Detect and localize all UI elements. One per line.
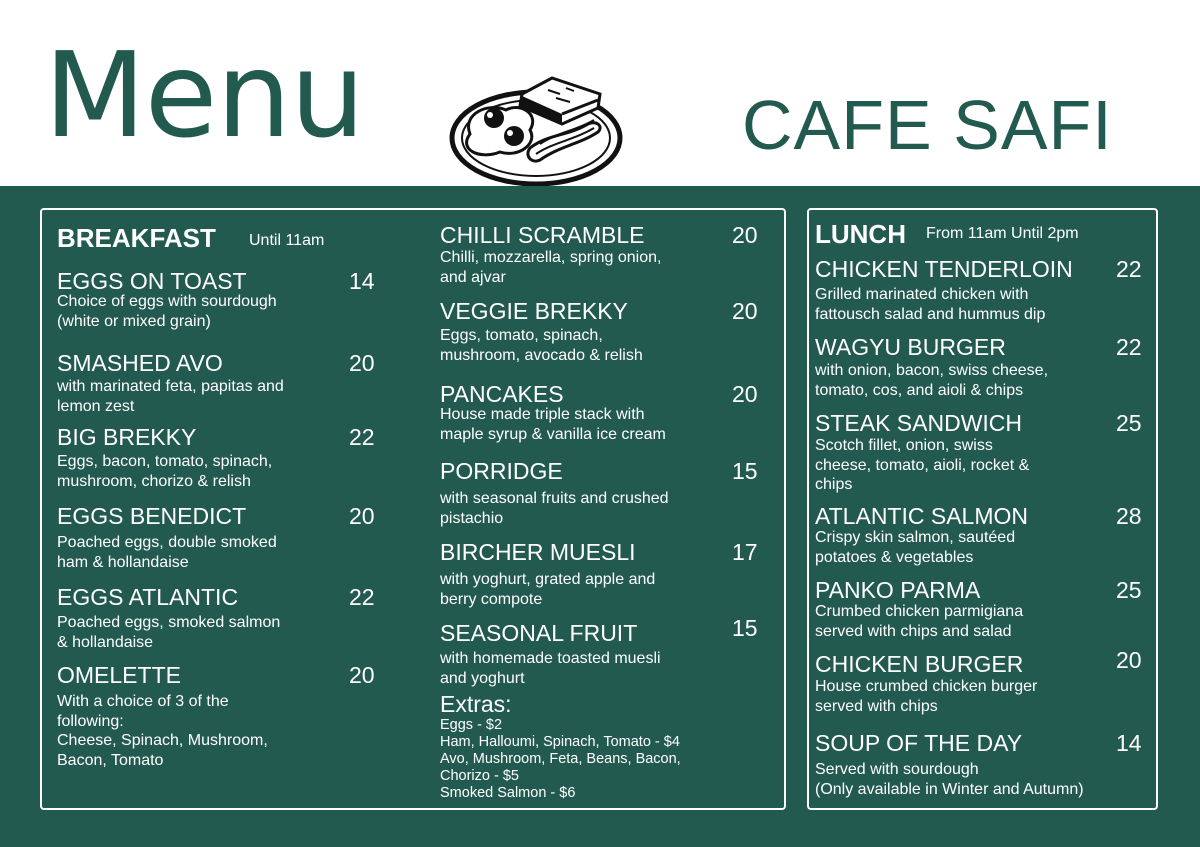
item-price: 14 xyxy=(1116,730,1142,756)
extras-title: Extras: xyxy=(440,691,512,717)
item-description: Eggs, tomato, spinach, mushroom, avocado & relish xyxy=(440,327,643,364)
item-name: PORRIDGE xyxy=(440,458,563,484)
item-name: SEASONAL FRUIT xyxy=(440,620,638,646)
item-price: 25 xyxy=(1116,410,1142,436)
menu-title: Menu xyxy=(44,26,364,164)
item-name: ATLANTIC SALMON xyxy=(815,503,1028,529)
item-name: SMASHED AVO xyxy=(57,350,223,376)
item-description: House made triple stack with maple syrup & vanilla ice cream xyxy=(440,406,666,443)
item-description: with yoghurt, grated apple and berry compote xyxy=(440,571,656,608)
item-name: OMELETTE xyxy=(57,662,181,688)
item-price: 20 xyxy=(349,662,375,688)
item-price: 14 xyxy=(349,268,375,294)
item-name: BIG BREKKY xyxy=(57,424,197,450)
item-description: Grilled marinated chicken with fattousch salad and hummus dip xyxy=(815,286,1046,323)
item-description: Poached eggs, double smoked ham & hollandaise xyxy=(57,534,277,571)
item-description: With a choice of 3 of the following: Cheese, Spinach, Mushroom, Bacon, Tomato xyxy=(57,693,268,769)
item-price: 20 xyxy=(349,503,375,529)
cafe-name: CAFE SAFI xyxy=(742,86,1113,164)
extras-line: Avo, Mushroom, Feta, Beans, Bacon, xyxy=(440,751,681,767)
item-description: with marinated feta, papitas and lemon zest xyxy=(57,378,284,415)
menu-header xyxy=(0,0,1200,186)
item-name: CHICKEN BURGER xyxy=(815,651,1024,677)
item-name: PANCAKES xyxy=(440,381,564,407)
extras-line: Eggs - $2 xyxy=(440,717,503,733)
item-price: 22 xyxy=(349,584,375,610)
breakfast-plate-icon xyxy=(448,74,624,188)
item-name: EGGS BENEDICT xyxy=(57,503,247,529)
item-price: 20 xyxy=(732,222,758,248)
item-name: EGGS ON TOAST xyxy=(57,268,247,294)
item-price: 15 xyxy=(732,458,758,484)
item-price: 20 xyxy=(732,298,758,324)
item-description: Crumbed chicken parmigiana served with chips and salad xyxy=(815,603,1024,640)
item-description: Scotch fillet, onion, swiss cheese, tomato, aioli, rocket & chips xyxy=(815,437,1030,493)
item-description: House crumbed chicken burger served with chips xyxy=(815,678,1038,715)
item-description: Eggs, bacon, tomato, spinach, mushroom, chorizo & relish xyxy=(57,453,273,490)
item-name: VEGGIE BREKKY xyxy=(440,298,628,324)
item-price: 25 xyxy=(1116,577,1142,603)
item-description: with seasonal fruits and crushed pistachio xyxy=(440,490,669,527)
extras-line: Smoked Salmon - $6 xyxy=(440,785,576,801)
item-name: BIRCHER MUESLI xyxy=(440,539,636,565)
extras-line: Chorizo - $5 xyxy=(440,768,519,784)
item-price: 22 xyxy=(1116,334,1142,360)
lunch-hours: From 11am Until 2pm xyxy=(926,225,1079,242)
item-price: 22 xyxy=(349,424,375,450)
item-description: Crispy skin salmon, sautéed potatoes & vegetables xyxy=(815,529,1016,566)
item-price: 20 xyxy=(349,350,375,376)
item-name: SOUP OF THE DAY xyxy=(815,730,1023,756)
item-description: with homemade toasted muesli and yoghurt xyxy=(440,650,661,687)
item-name: WAGYU BURGER xyxy=(815,334,1006,360)
item-price: 15 xyxy=(732,615,758,641)
item-name: EGGS ATLANTIC xyxy=(57,584,239,610)
item-price: 20 xyxy=(1116,647,1142,673)
item-name: STEAK SANDWICH xyxy=(815,410,1023,436)
item-description: Chilli, mozzarella, spring onion, and ajvar xyxy=(440,249,662,286)
extras-line: Ham, Halloumi, Spinach, Tomato - $4 xyxy=(440,734,680,750)
item-price: 20 xyxy=(732,381,758,407)
item-description: Choice of eggs with sourdough (white or mixed grain) xyxy=(57,293,277,330)
item-name: CHILLI SCRAMBLE xyxy=(440,222,645,248)
item-price: 22 xyxy=(1116,256,1142,282)
item-name: CHICKEN TENDERLOIN xyxy=(815,256,1073,282)
breakfast-title: BREAKFAST xyxy=(57,223,216,253)
breakfast-hours: Until 11am xyxy=(249,232,325,249)
lunch-title: LUNCH xyxy=(815,219,906,249)
item-name: PANKO PARMA xyxy=(815,577,981,603)
item-description: with onion, bacon, swiss cheese, tomato, cos, and aioli & chips xyxy=(815,362,1049,399)
item-price: 17 xyxy=(732,539,758,565)
item-price: 28 xyxy=(1116,503,1142,529)
item-description: Poached eggs, smoked salmon & hollandaise xyxy=(57,614,281,651)
item-description: Served with sourdough (Only available in Winter and Autumn) xyxy=(815,761,1084,798)
